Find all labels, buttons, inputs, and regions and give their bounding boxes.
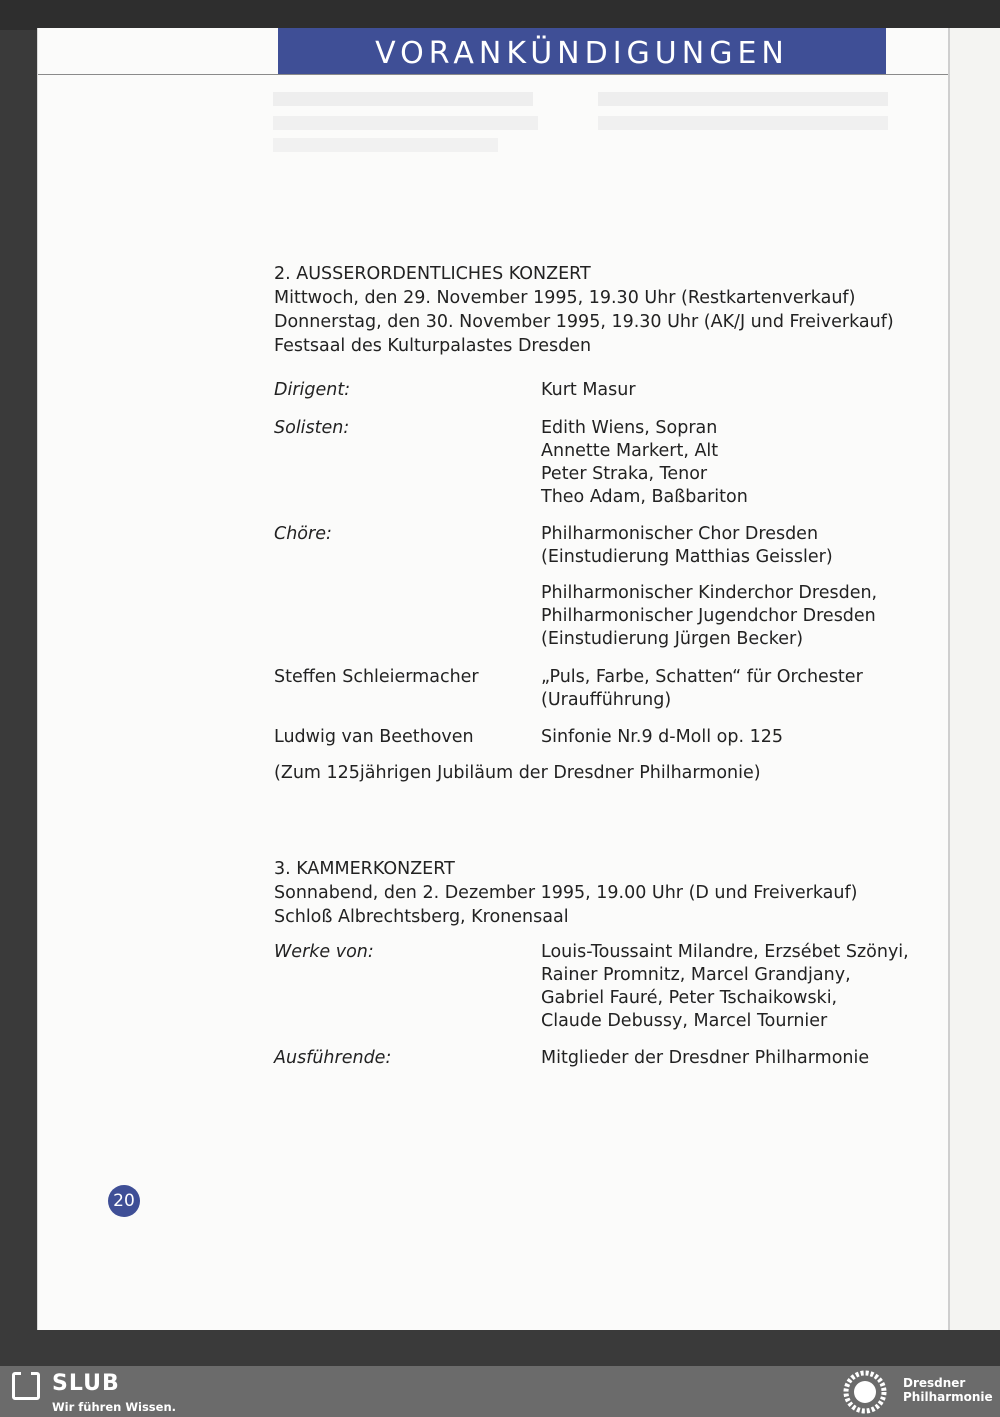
partner-name-line2: Philharmonie [903, 1390, 993, 1404]
banner-title: VORANKÜNDIGUNGEN [375, 36, 789, 71]
adjacent-page-edge [948, 28, 1000, 1330]
scan-border-top [0, 0, 1000, 30]
slub-logo-icon [12, 1372, 40, 1400]
soloists-label: Solisten: [274, 418, 350, 438]
choir-line: (Einstudierung Jürgen Becker) [541, 629, 804, 649]
concert2-date: Sonnabend, den 2. Dezember 1995, 19.00 Uhr (D und Freiverkauf) [274, 883, 858, 903]
works-label: Werke von: [274, 942, 374, 962]
choirs-label: Chöre: [274, 524, 332, 544]
works-line: Gabriel Fauré, Peter Tschaikowski, [541, 988, 838, 1008]
title-banner [278, 28, 886, 74]
partner-name-line1: Dresdner [903, 1376, 966, 1390]
page-number-badge: 20 [108, 1185, 140, 1217]
performers-label: Ausführende: [274, 1048, 392, 1068]
header-rule [38, 74, 948, 75]
work-title: (Uraufführung) [541, 690, 672, 710]
soloist: Edith Wiens, Sopran [541, 418, 718, 438]
library-name: SLUB [52, 1371, 120, 1396]
concert1-title: 2. AUSSERORDENTLICHES KONZERT [274, 264, 591, 284]
works-line: Claude Debussy, Marcel Tournier [541, 1011, 828, 1031]
choir-line: Philharmonischer Kinderchor Dresden, [541, 583, 878, 603]
soloist: Annette Markert, Alt [541, 441, 719, 461]
choir-line: Philharmonischer Chor Dresden [541, 524, 819, 544]
footer-bar [0, 1366, 1000, 1417]
concert1-date2: Donnerstag, den 30. November 1995, 19.30 Uhr (AK/J und Freiverkauf) [274, 312, 894, 332]
composer-name: Steffen Schleiermacher [274, 667, 479, 687]
works-line: Louis-Toussaint Milandre, Erzsébet Szönyi, [541, 942, 909, 962]
library-tagline: Wir führen Wissen. [52, 1400, 177, 1414]
partner-name [903, 1376, 993, 1404]
document-page [37, 28, 948, 1330]
work-title: Sinfonie Nr.9 d-Moll op. 125 [541, 727, 784, 747]
concert1-date1: Mittwoch, den 29. November 1995, 19.30 Uhr (Restkartenverkauf) [274, 288, 856, 308]
concert2-venue: Schloß Albrechtsberg, Kronensaal [274, 907, 569, 927]
work-title: „Puls, Farbe, Schatten“ für Orchester [541, 667, 863, 687]
soloist: Peter Straka, Tenor [541, 464, 708, 484]
concert1-note: (Zum 125jährigen Jubiläum der Dresdner Philharmonie) [274, 763, 761, 783]
concert2-title: 3. KAMMERKONZERT [274, 859, 455, 879]
choir-line: (Einstudierung Matthias Geissler) [541, 547, 833, 567]
composer-name: Ludwig van Beethoven [274, 727, 474, 747]
soloist: Theo Adam, Baßbariton [541, 487, 748, 507]
philharmonie-logo-icon [842, 1369, 888, 1415]
concert1-venue: Festsaal des Kulturpalastes Dresden [274, 336, 592, 356]
conductor-name: Kurt Masur [541, 380, 636, 400]
conductor-label: Dirigent: [274, 380, 351, 400]
performers: Mitglieder der Dresdner Philharmonie [541, 1048, 870, 1068]
choir-line: Philharmonischer Jugendchor Dresden [541, 606, 876, 626]
works-line: Rainer Promnitz, Marcel Grandjany, [541, 965, 851, 985]
